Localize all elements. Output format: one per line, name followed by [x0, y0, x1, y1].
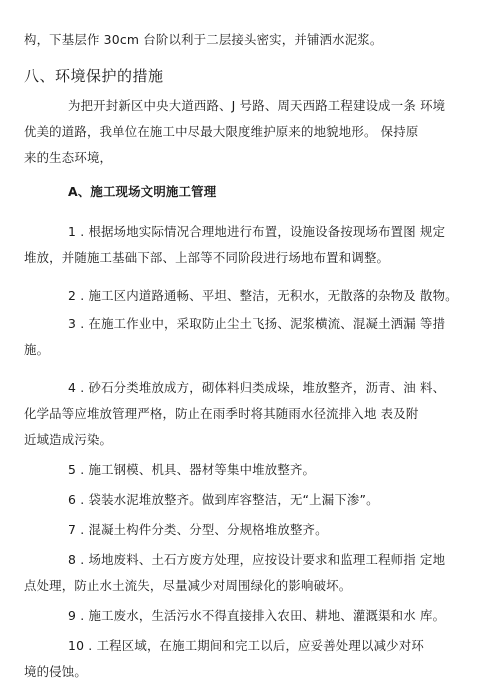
intro-line-1: 为把开封新区中央大道西路、J 号路、周天西路工程建设成一条 环境 — [68, 98, 446, 113]
item-1-line-2: 堆放，并随施工基础下部、上部等不同阶段进行场地布置和调整。 — [24, 250, 390, 265]
item-8-line-2: 点处理，防止水土流失，尽量减少对周围绿化的影响破坏。 — [24, 578, 352, 593]
item-3-line-2: 施。 — [24, 342, 50, 357]
item-5-line-1: 5 . 施工钢模、机具、器材等集中堆放整齐。 — [68, 462, 316, 477]
item-2-line-1: 2 . 施工区内道路通畅、平坦、整洁，无积水，无散落的杂物及 散物。 — [68, 288, 458, 303]
intro-tail-line: 构，下基层作 30cm 台阶以利于二层接头密实，并铺洒水泥浆。 — [24, 32, 383, 47]
subsection-title: A、施工现场文明施工管理 — [68, 184, 217, 199]
item-9-line-1: 9 . 施工废水，生活污水不得直接排入农田、耕地、灌溉渠和水 库。 — [68, 608, 446, 623]
item-4-line-1: 4 . 砂石分类堆放成方，砌体料归类成垛，堆放整齐，沥青、油 料、 — [68, 380, 446, 395]
intro-line-3: 来的生态环境， — [24, 150, 113, 165]
item-4-line-3: 近域造成污染。 — [24, 432, 113, 447]
item-4-line-2: 化学品等应堆放管理严格，防止在雨季时将其随雨水径流排入地 表及附 — [24, 406, 419, 421]
item-1-line-1: 1 . 根据场地实际情况合理地进行布置，设施设备按现场布置图 规定 — [68, 224, 446, 239]
item-10-line-1: 10 . 工程区域，在施工期间和完工以后，应妥善处理以减少对环 — [68, 638, 424, 653]
intro-line-2: 优美的道路，我单位在施工中尽最大限度维护原来的地貌地形。 保持原 — [24, 124, 419, 139]
section-title: 八、环境保护的措施 — [24, 67, 164, 85]
item-8-line-1: 8 . 场地废料、土石方废方处理，应按设计要求和监理工程师指 定地 — [68, 552, 446, 567]
item-3-line-1: 3 . 在施工作业中，采取防止尘土飞扬、泥浆横流、混凝土洒漏 等措 — [68, 316, 446, 331]
item-10-line-2: 境的侵蚀。 — [24, 664, 87, 679]
item-7-line-1: 7 . 混凝土构件分类、分型、分规格堆放整齐。 — [68, 522, 328, 537]
item-6-line-1: 6 . 袋装水泥堆放整齐。做到库容整洁，无“上漏下渗”。 — [68, 492, 379, 507]
